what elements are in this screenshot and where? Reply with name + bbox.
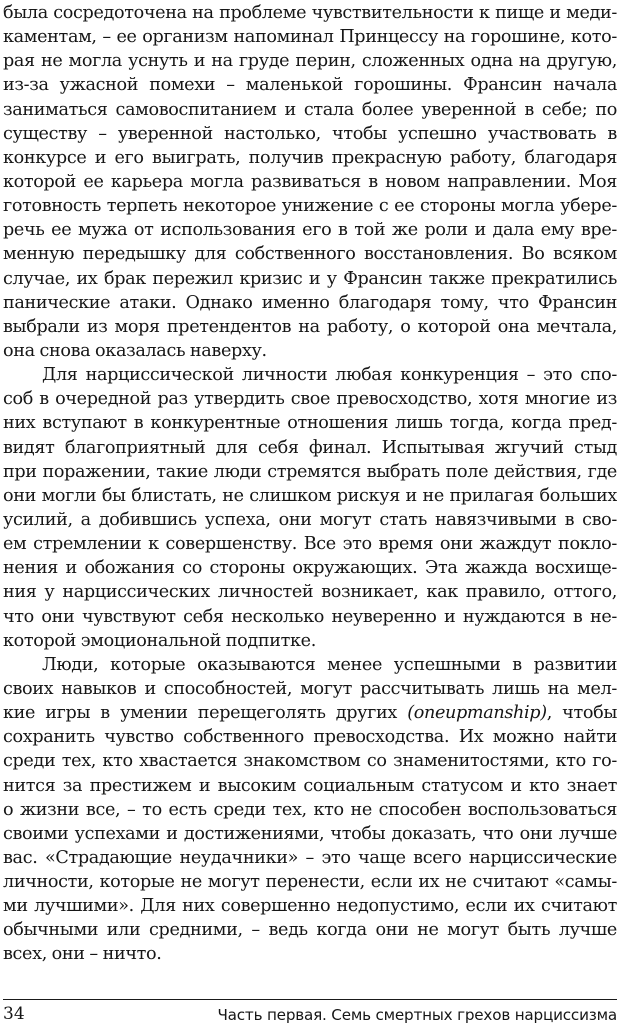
text-line: выбрали из моря претендентов на работу, о которой она мечтала,	[3, 316, 617, 337]
page-number: 34	[3, 1004, 25, 1024]
running-head: Часть первая. Семь смертных грехов нарциссизма	[217, 1006, 617, 1024]
text-line: каментам, – ее организм напоминал Принцессу на горошине, кото-	[3, 27, 617, 48]
text-line: усилий, а добившись успеха, они могут стать навязчивыми в сво-	[3, 509, 617, 530]
text-line: соб в очередной раз утвердить свое превосходство, хотя многие из	[3, 389, 617, 410]
text-line: вас. «Страдающие неудачники» – это чаще всего нарциссические	[3, 847, 617, 868]
text-line: она снова оказалась наверху.	[3, 340, 267, 361]
text-line: Для нарциссической личности любая конкуренция – это спо-	[42, 365, 617, 386]
text-line: Люди, которые оказываются менее успешными в развитии	[42, 654, 617, 675]
text-line: личности, которые не могут перенести, если их не считают «самы-	[3, 872, 617, 893]
text-line: них вступают в конкурентные отношения лишь тогда, когда пред-	[3, 413, 617, 434]
text-line: рая не могла уснуть и на груде перин, сложенных одна на другую,	[3, 51, 617, 72]
text-line: ния у нарциссических личностей возникает, как правило, оттого,	[3, 582, 617, 603]
text-line: видят благоприятный для себя финал. Испытывая жгучий стыд	[3, 437, 617, 458]
text-line: всех, они – ничто.	[3, 944, 162, 965]
text-line: случае, их брак пережил кризис и у Франсин также прекратились	[3, 268, 617, 289]
text-line: кие игры в умении перещеголять других (oneupmanship), чтобы	[3, 703, 617, 724]
text-line: о жизни все, – то есть среди тех, кто не способен воспользоваться	[3, 799, 617, 820]
text-line: которой ее карьера могла развиваться в новом направлении. Моя	[3, 171, 617, 192]
text-line: своих навыков и способностей, могут рассчитывать лишь на мел-	[3, 678, 617, 699]
text-line: среди тех, кто хвастается знакомством со знаменитостями, кто го-	[3, 751, 617, 772]
italic-term: (oneupmanship)	[407, 703, 547, 724]
text-line: сохранить чувство собственного превосходства. Их можно найти	[3, 727, 617, 748]
text-line: менную передышку для собственного восстановления. Во всяком	[3, 244, 617, 265]
text-line: при поражении, такие люди стремятся выбрать поле действия, где	[3, 461, 617, 482]
text-line: которой эмоциональной подпитке.	[3, 630, 316, 651]
paragraph-3	[3, 653, 617, 967]
text-line: своими успехами и достижениями, чтобы доказать, что они лучше	[3, 823, 617, 844]
text-line: нения и обожания со стороны окружающих. Эта жажда восхище-	[3, 558, 617, 579]
text-line: обычными или средними, – ведь когда они не могут быть лучше	[3, 920, 617, 941]
text-line: существу – уверенной настолько, чтобы успешно участвовать в	[3, 123, 617, 144]
text-line: речь ее мужа от использования его в той же роли и дала ему вре-	[3, 220, 617, 241]
text-line: панические атаки. Однако именно благодаря тому, что Франсин	[3, 292, 617, 313]
text-line: нится за престижем и высоким социальным статусом и кто знает	[3, 775, 617, 796]
body-text	[3, 1, 617, 967]
text-line: заниматься самовоспитанием и стала более уверенной в себе; по	[3, 99, 617, 120]
text-line: что они чувствуют себя несколько неуверенно и нуждаются в не-	[3, 606, 617, 627]
text-line: была сосредоточена на проблеме чувствительности к пище и меди-	[3, 3, 617, 23]
paragraph-2	[3, 363, 617, 653]
text-line: ми лучшими». Для них совершенно недопустимо, если их считают	[3, 896, 617, 917]
text-line: они могли бы блистать, не слишком рискуя и не прилагая больших	[3, 485, 617, 506]
text-line: готовность терпеть некоторое унижение с ее стороны могла убере-	[3, 196, 617, 217]
text-line: из-за ужасной помехи – маленькой горошины. Франсин начала	[3, 75, 617, 96]
footer-rule	[3, 999, 617, 1000]
paragraph-1	[3, 1, 617, 363]
text-line: ем стремлении к совершенству. Все это время они жаждут покло-	[3, 534, 617, 555]
text-line: конкурсе и его выиграть, получив прекрасную работу, благодаря	[3, 147, 617, 168]
